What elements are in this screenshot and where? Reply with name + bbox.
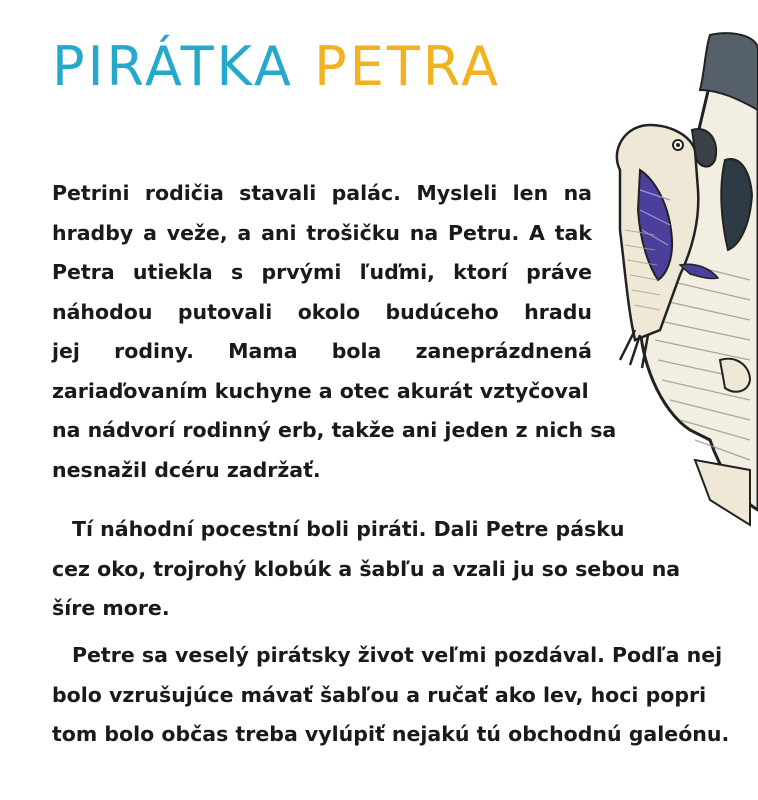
- title-word-1: PIRÁTKA: [52, 35, 294, 98]
- text-line: nesnažil dcéru zadržať.: [52, 457, 321, 482]
- pirate-parrot-collage-icon: [600, 30, 758, 530]
- text-line: Tí náhodní pocestní boli piráti. Dali Petre pásku: [72, 517, 625, 541]
- text-line: tom bolo občas treba vylúpiť nejakú tú obchodnú galeónu.: [52, 722, 730, 746]
- text-line: šíre more.: [52, 596, 170, 620]
- text-line: Petra utiekla s prvými ľuďmi, ktorí práve: [52, 260, 592, 284]
- text-line: bolo vzrušujúce mávať šabľou a ručať ako lev, hoci popri: [52, 682, 707, 707]
- text-line: Petre sa veselý pirátsky život veľmi pozdával. Podľa nej: [72, 643, 723, 667]
- text-line: náhodou putovali okolo budúceho hradu: [52, 299, 592, 324]
- text-line: na nádvorí rodinný erb, takže ani jeden z nich sa: [52, 418, 617, 442]
- paragraph-2: [52, 510, 712, 629]
- title-word-2: PETRA: [314, 35, 502, 98]
- text-line: jej rodiny. Mama bola zaneprázdnená: [52, 339, 592, 363]
- text-line: hradby a veže, a ani trošičku na Petru. A tak: [52, 220, 592, 245]
- text-line: zariaďovaním kuchyne a otec akurát vztyčoval: [52, 378, 589, 403]
- text-line: cez oko, trojrohý klobúk a šabľu a vzali ju so sebou na: [52, 556, 681, 581]
- page-title: [52, 35, 502, 98]
- paragraph-3: [52, 636, 732, 755]
- paragraph-1: [52, 174, 617, 490]
- pirate-parrot-illustration: [600, 30, 758, 530]
- text-line: Petrini rodičia stavali palác. Mysleli len na: [52, 181, 592, 205]
